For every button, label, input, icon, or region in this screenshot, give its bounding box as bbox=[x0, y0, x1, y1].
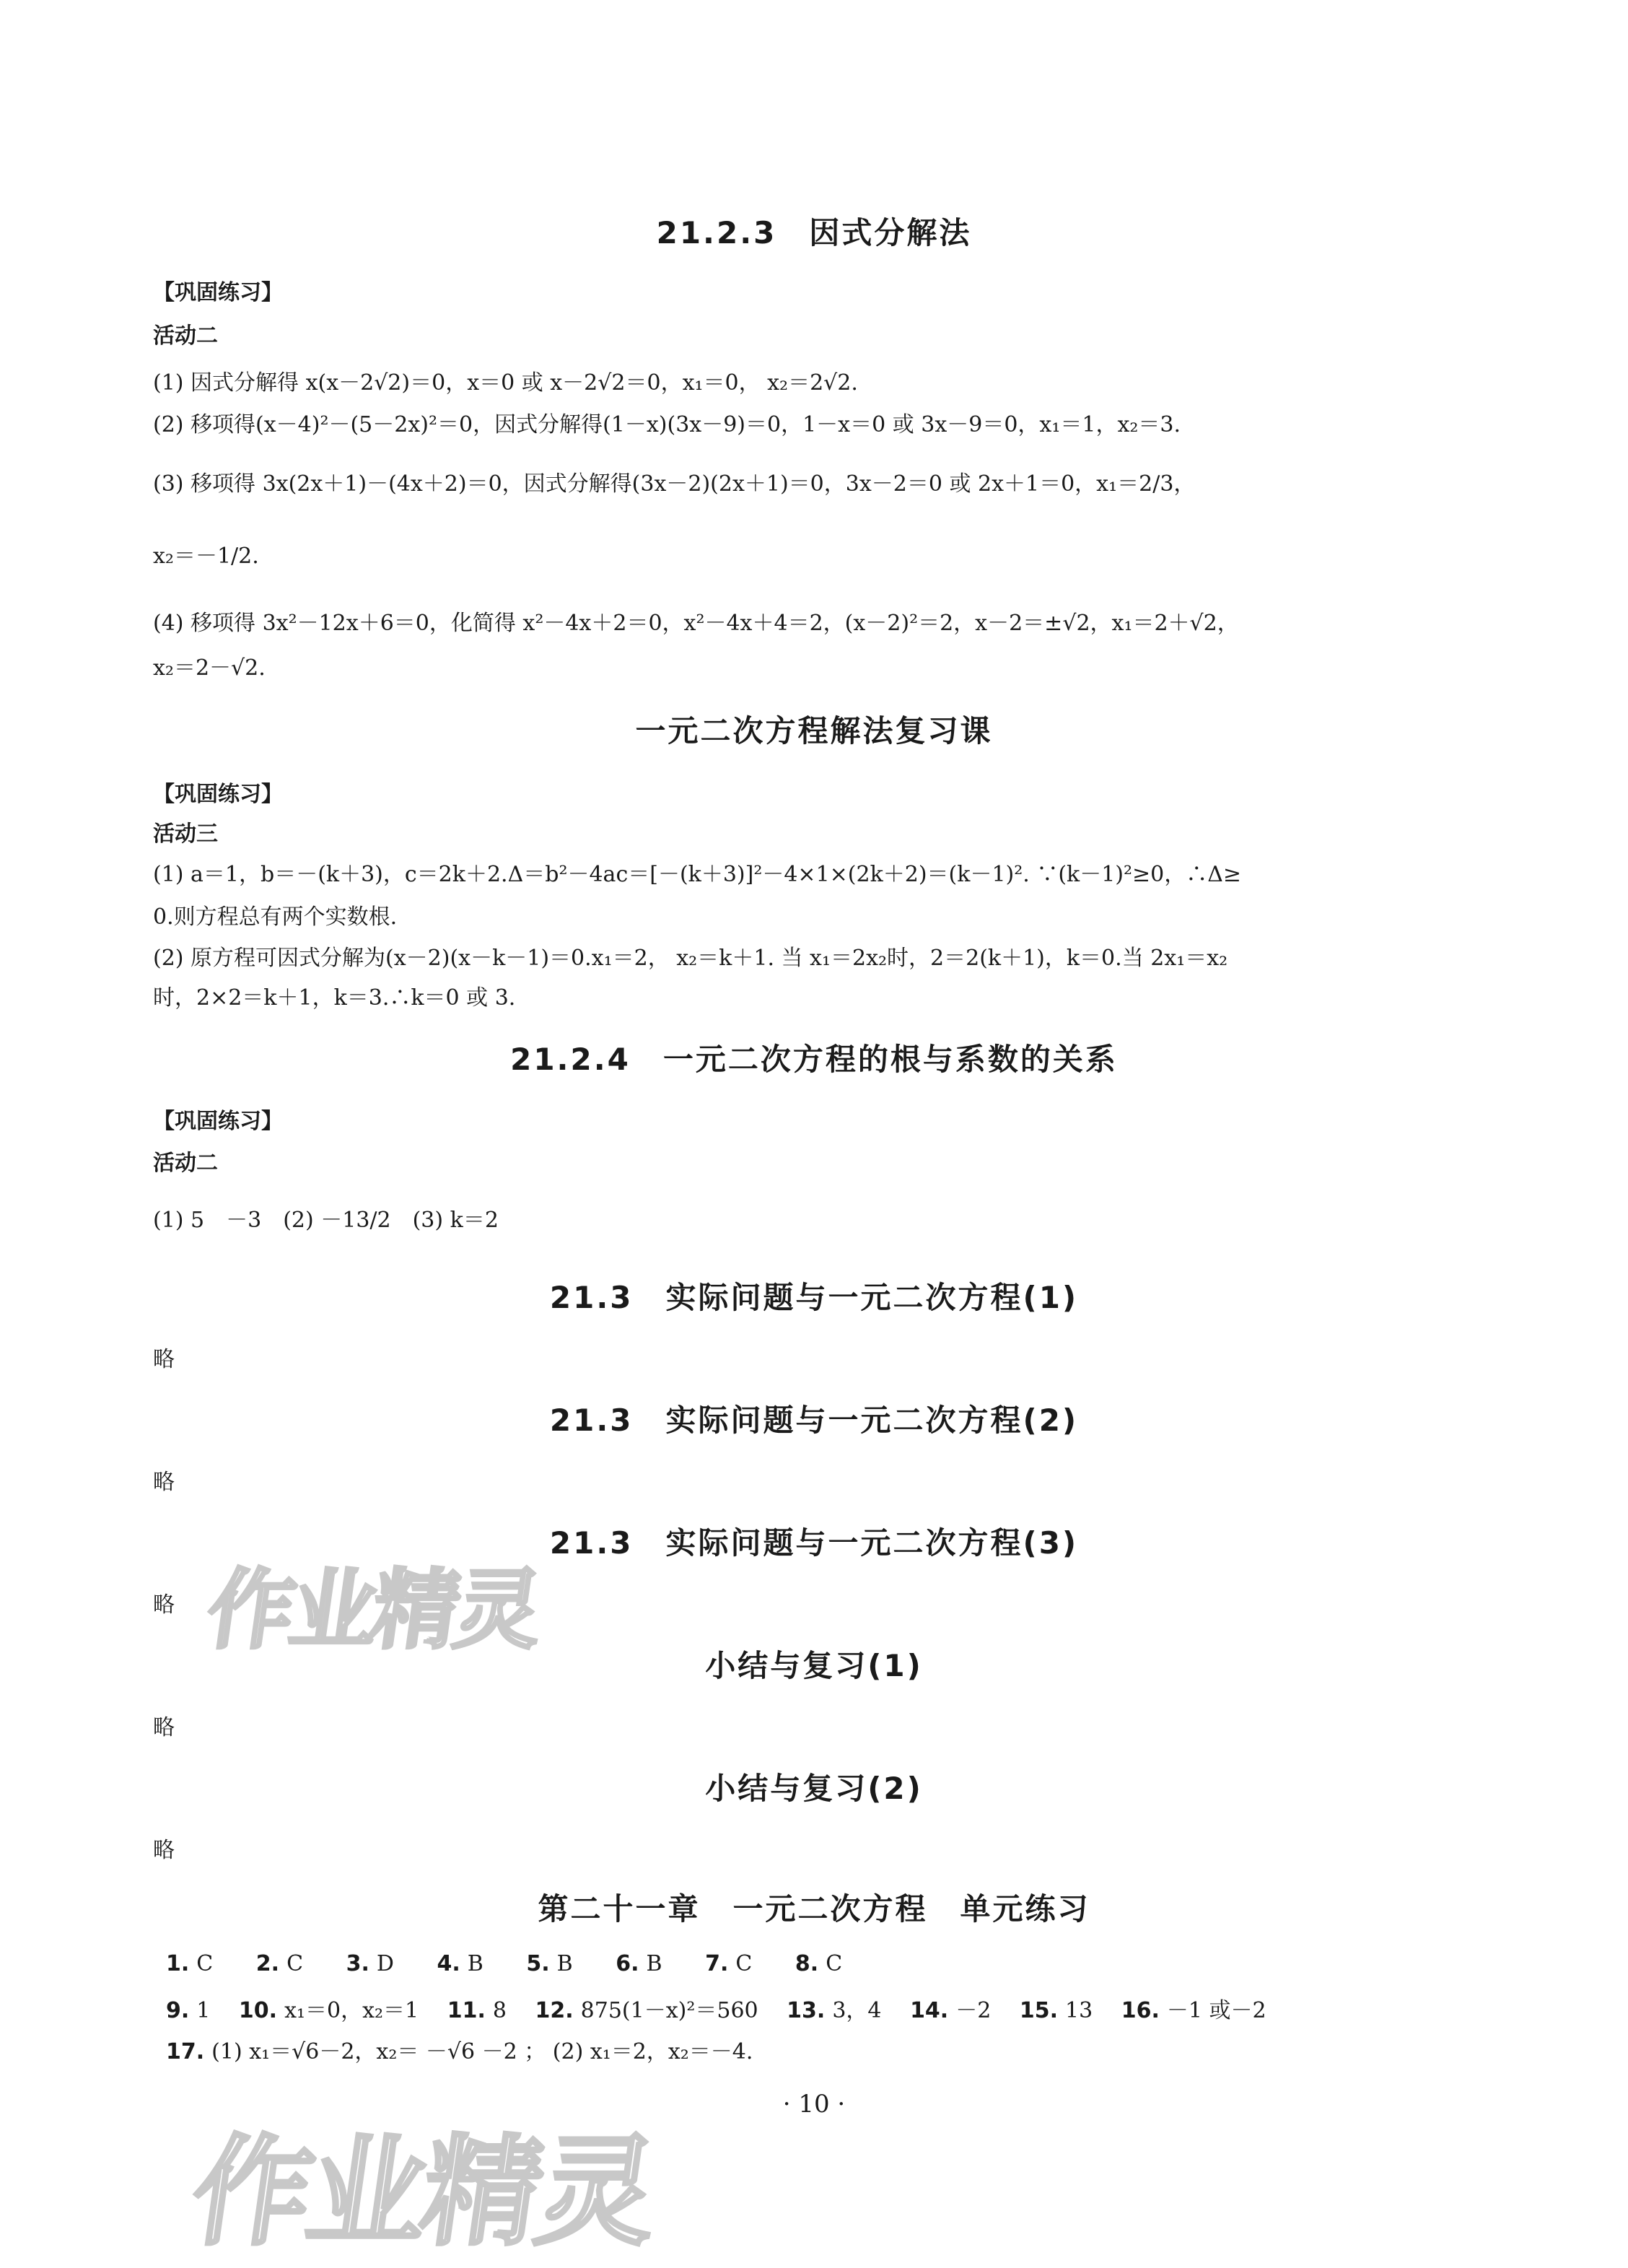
answer-item: 8. C bbox=[795, 1951, 843, 1976]
activity-label: 活动二 bbox=[153, 1151, 218, 1176]
answer-line: (1) 5 －3 (2) －13/2 (3) k＝2 bbox=[153, 1208, 499, 1233]
answer-item: 2. C bbox=[255, 1951, 304, 1976]
answer-item: 16. －1 或－2 bbox=[1121, 1998, 1266, 2023]
answer-item: 14. －2 bbox=[910, 1998, 992, 2023]
answer-item: 7. C bbox=[705, 1951, 753, 1976]
omitted-note: 略 bbox=[153, 1347, 175, 1372]
omitted-note: 略 bbox=[153, 1715, 175, 1740]
answer-line: x₂＝2－√2. bbox=[153, 655, 266, 681]
answer-item: 11. 8 bbox=[447, 1998, 507, 2023]
answer-item: 17. (1) x₁＝√6－2，x₂＝ －√6 －2 ； (2) x₁＝2，x₂＝－4. bbox=[166, 2039, 753, 2064]
omitted-note: 略 bbox=[153, 1470, 175, 1495]
answer-item: 10. x₁＝0，x₂＝1 bbox=[238, 1998, 419, 2023]
answer-item: 1. C bbox=[166, 1951, 214, 1976]
answer-item: 12. 875(1－x)²＝560 bbox=[535, 1998, 758, 2023]
answer-row-2 bbox=[166, 1992, 1266, 2024]
consolidation-tag: 【巩固练习】 bbox=[153, 280, 283, 305]
answer-line: (3) 移项得 3x(2x＋1)－(4x＋2)＝0，因式分解得(3x－2)(2x＋1)＝0，3x－2＝0 或 2x＋1＝0，x₁＝2/3， bbox=[153, 471, 1196, 497]
answer-item: 5. B bbox=[526, 1951, 573, 1976]
answer-line: (1) a＝1，b＝－(k＋3)，c＝2k＋2.Δ＝b²－4ac＝[－(k＋3)]²－4×1×(2k＋2)＝(k－1)². ∵(k－1)²≥0，∴Δ≥ bbox=[153, 862, 1242, 887]
section-title-summary-1: 小结与复习(1) bbox=[705, 1648, 923, 1683]
answer-line: (2) 原方程可因式分解为(x－2)(x－k－1)＝0.x₁＝2， x₂＝k＋1. 当 x₁＝2x₂时，2＝2(k＋1)，k＝0.当 2x₁＝x₂ bbox=[153, 946, 1228, 971]
answer-line: (1) 因式分解得 x(x－2√2)＝0，x＝0 或 x－2√2＝0，x₁＝0， x₂＝2√2. bbox=[153, 370, 858, 396]
section-title-21-3-3: 21.3 实际问题与一元二次方程(3) bbox=[549, 1525, 1079, 1561]
answer-item: 6. B bbox=[616, 1951, 662, 1976]
section-title-review: 一元二次方程解法复习课 bbox=[635, 713, 993, 749]
consolidation-tag: 【巩固练习】 bbox=[153, 1109, 283, 1134]
answer-row-1 bbox=[166, 1951, 878, 1976]
section-title-unit-practice: 第二十一章 一元二次方程 单元练习 bbox=[538, 1891, 1090, 1927]
section-title-21-2-3: 21.2.3 因式分解法 bbox=[656, 215, 972, 250]
answer-item: 13. 3，4 bbox=[787, 1998, 882, 2023]
answer-row-3 bbox=[166, 2033, 789, 2065]
answer-line: x₂＝－1/2. bbox=[153, 544, 259, 569]
answer-item: 4. B bbox=[437, 1951, 483, 1976]
activity-label: 活动三 bbox=[153, 821, 218, 847]
answer-line: (2) 移项得(x－4)²－(5－2x)²＝0，因式分解得(1－x)(3x－9)＝0，1－x＝0 或 3x－9＝0，x₁＝1，x₂＝3. bbox=[153, 412, 1181, 437]
answer-line: 时，2×2＝k＋1，k＝3.∴k＝0 或 3. bbox=[153, 985, 516, 1011]
section-title-21-3-1: 21.3 实际问题与一元二次方程(1) bbox=[549, 1280, 1079, 1315]
omitted-note: 略 bbox=[153, 1592, 175, 1618]
answer-line: (4) 移项得 3x²－12x＋6＝0，化简得 x²－4x＋2＝0，x²－4x＋4＝2，(x－2)²＝2，x－2＝±√2，x₁＝2＋√2， bbox=[153, 611, 1239, 636]
watermark-logo: 作业精灵 bbox=[201, 1561, 545, 1661]
section-title-21-3-2: 21.3 实际问题与一元二次方程(2) bbox=[549, 1403, 1079, 1438]
activity-label: 活动二 bbox=[153, 323, 218, 349]
watermark-logo: 作业精灵 bbox=[183, 2123, 662, 2262]
section-title-summary-2: 小结与复习(2) bbox=[705, 1771, 923, 1806]
omitted-note: 略 bbox=[153, 1838, 175, 1863]
answer-item: 15. 13 bbox=[1019, 1998, 1093, 2023]
consolidation-tag: 【巩固练习】 bbox=[153, 782, 283, 807]
answer-item: 9. 1 bbox=[166, 1998, 211, 2023]
answer-item: 3. D bbox=[346, 1951, 394, 1976]
answer-line: 0.则方程总有两个实数根. bbox=[153, 904, 398, 930]
page-number: · 10 · bbox=[782, 2090, 846, 2119]
section-title-21-2-4: 21.2.4 一元二次方程的根与系数的关系 bbox=[510, 1042, 1118, 1077]
